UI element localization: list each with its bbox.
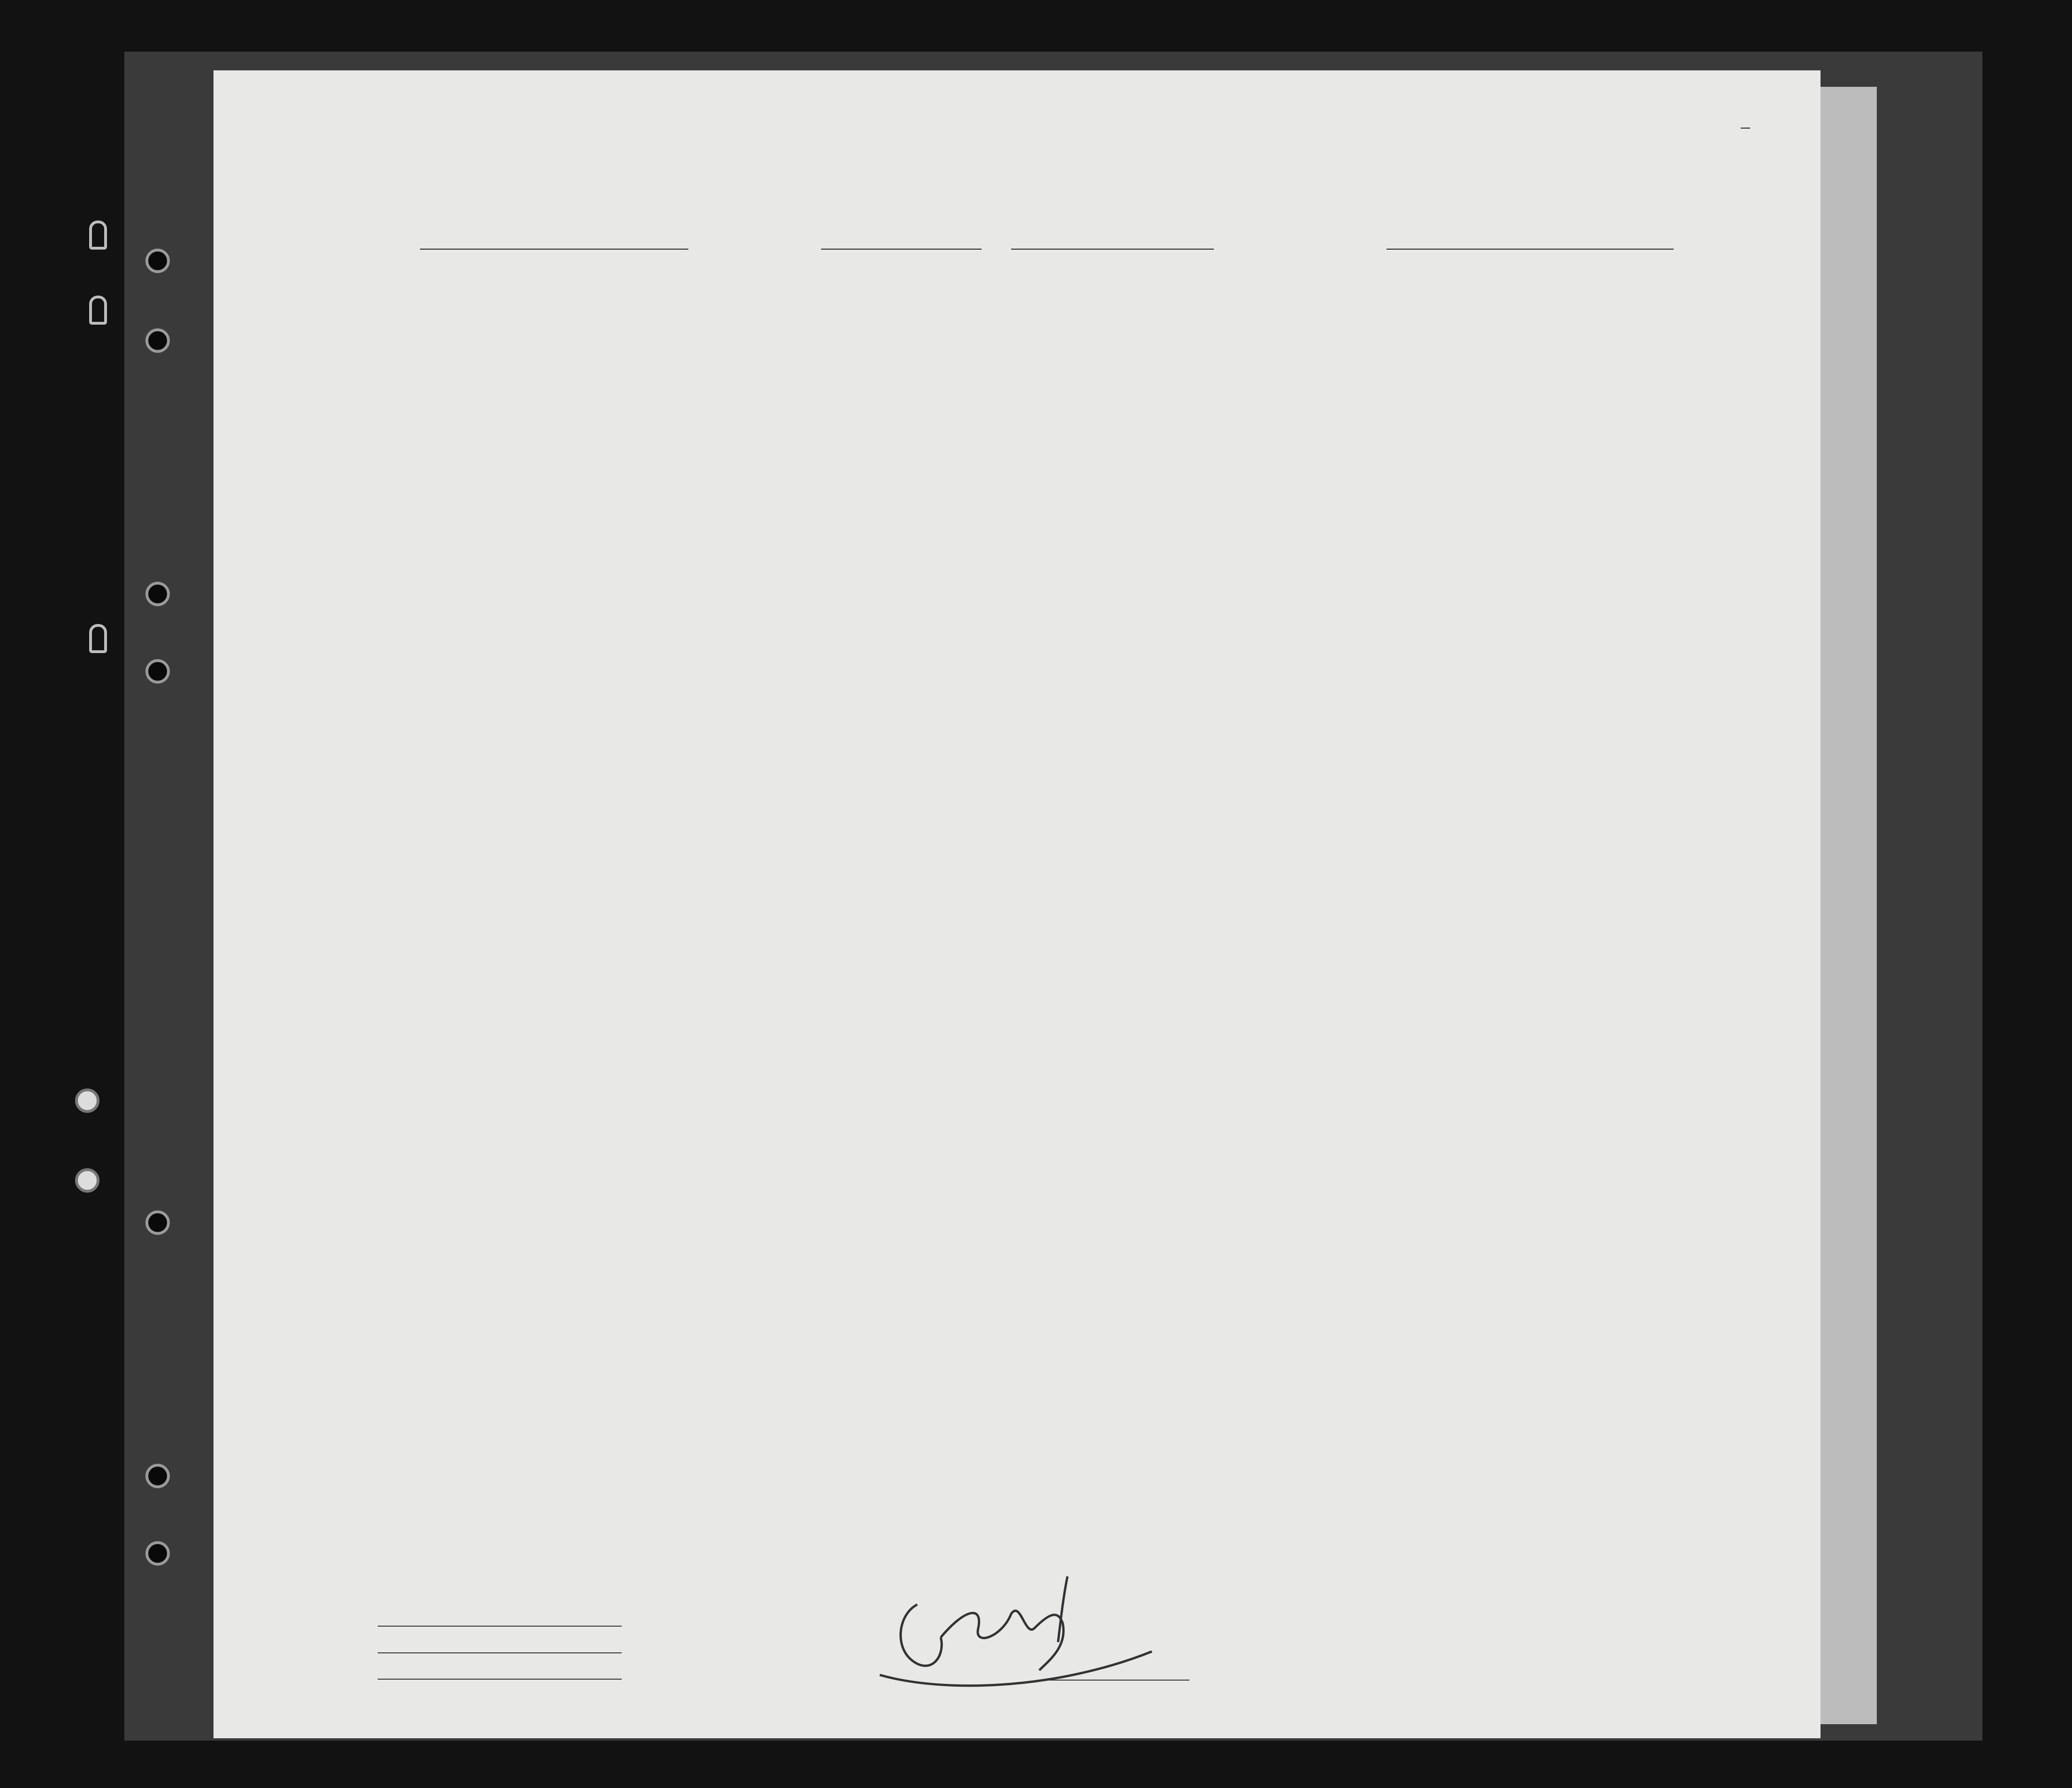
inspector-signature — [861, 1572, 1189, 1703]
binder-clip — [89, 296, 107, 325]
table-grid — [213, 70, 1821, 1738]
inspector-label — [1049, 1680, 1189, 1681]
agents-value — [378, 1679, 622, 1680]
binder-hole — [145, 1464, 170, 1488]
binder-hole — [145, 328, 170, 353]
binder-clip — [89, 624, 107, 653]
binder-hole — [75, 1168, 99, 1193]
binder-hole — [145, 582, 170, 606]
binder-hole — [145, 659, 170, 684]
binder-hole — [75, 1088, 99, 1113]
binder-clip — [89, 221, 107, 250]
manifest-page — [213, 70, 1821, 1738]
binder-hole — [145, 1210, 170, 1235]
owners-value — [378, 1652, 622, 1653]
binder-hole — [145, 249, 170, 273]
line-value — [378, 1626, 622, 1627]
binder-hole — [145, 1541, 170, 1566]
